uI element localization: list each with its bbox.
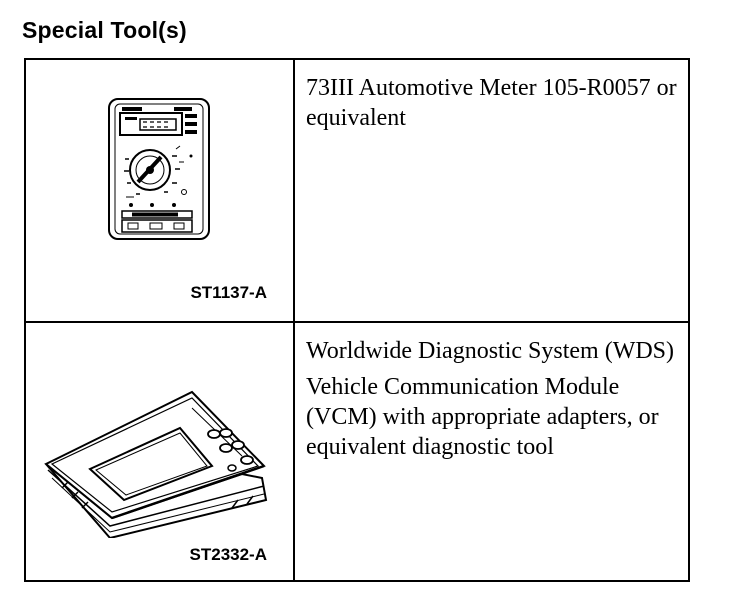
tool-description-cell — [295, 60, 688, 321]
tool-code: ST2332-A — [189, 545, 267, 564]
tool-row-wds — [26, 323, 688, 582]
tool-description-cell — [295, 323, 688, 582]
tool-description: Vehicle Communication Module (VCM) with appropriate adapters, or equivalent diagnostic tool — [306, 374, 659, 460]
tool-code: ST1137-A — [190, 283, 267, 302]
tool-description: 73III Automotive Meter 105-R0057 or equivalent — [306, 75, 677, 131]
tool-row-meter — [26, 60, 688, 323]
section-heading: Special Tool(s) — [22, 17, 187, 43]
tool-image-cell — [26, 60, 295, 321]
diagnostic-tablet-icon — [42, 378, 272, 538]
tool-image-cell — [26, 323, 295, 582]
tool-description: Worldwide Diagnostic System (WDS) — [306, 338, 675, 364]
special-tools-table — [24, 58, 690, 582]
multimeter-icon — [98, 93, 228, 273]
